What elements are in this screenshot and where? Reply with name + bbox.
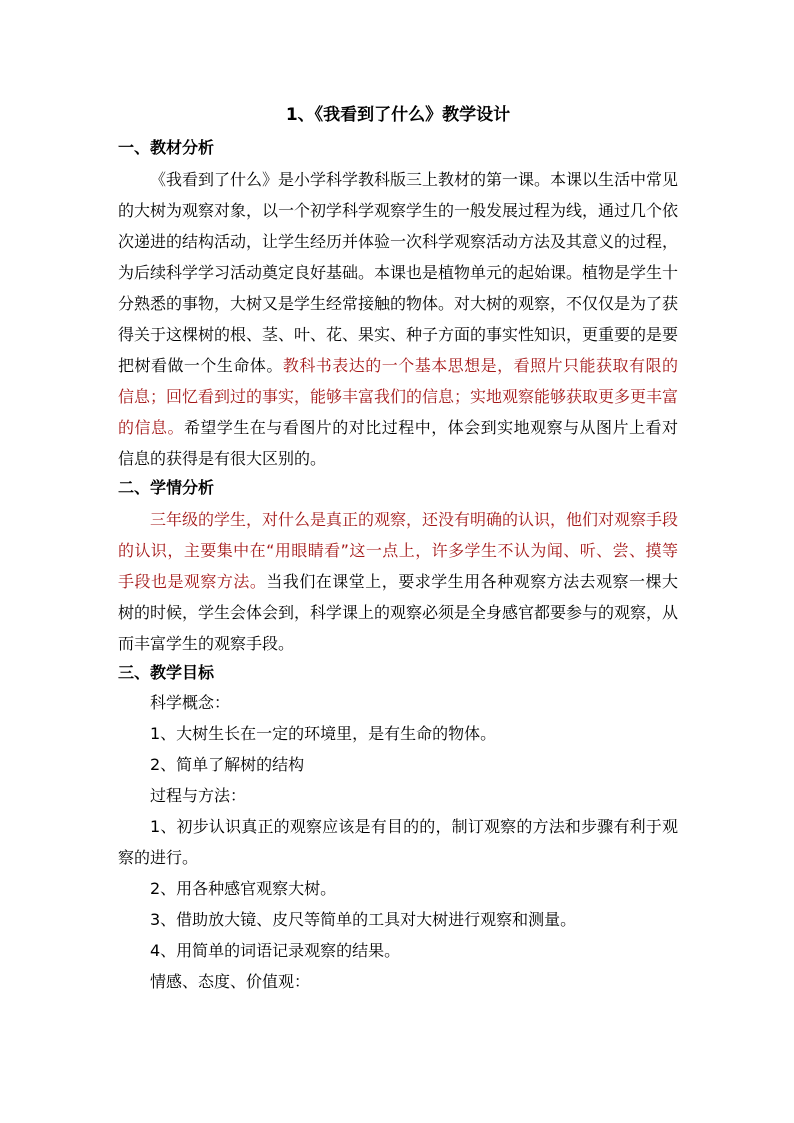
- section-heading-student-analysis: 二、学情分析: [118, 478, 215, 497]
- paragraph-text: 当我们在课堂上，要求学生用各种观察方法去观察一棵大树的时候，学生会体会到，科学课上的观察必须是全身感官都要参与的观察，从而丰富学生的观察手段。: [118, 572, 679, 653]
- highlighted-text: 教科书表达的一个基本思想是，看照片只能获取有限的信息；回忆看到过的事实，能够丰富我们的信息；实地观察能够获取更多更丰富的信息。: [118, 356, 679, 437]
- list-item: 1、初步认识真正的观察应该是有目的的，制订观察的方法和步骤有利于观察的进行。: [118, 817, 678, 867]
- list-item: 2、简单了解树的结构: [150, 755, 305, 774]
- list-item: 2、用各种感官观察大树。: [150, 879, 337, 898]
- section-heading-teaching-goals: 三、教学目标: [118, 663, 215, 682]
- highlighted-text: 三年级的学生，对什么是真正的观察，还没有明确的认识，他们对观察手段的认识，主要集中在“用眼睛看”这一点上，许多学生不认为闻、听、尝、摸等手段也是观察方法。: [118, 510, 679, 591]
- attitude-values-label: 情感、态度、价值观：: [150, 972, 311, 991]
- list-item: 1、大树生长在一定的环境里，是有生命的物体。: [150, 724, 497, 743]
- paragraph-text: 希望学生在与看图片的对比过程中，体会到实地观察与从图片上看对信息的获得是有很大区别的。: [118, 418, 678, 468]
- list-item: 3、借助放大镜、皮尺等简单的工具对大树进行观察和测量。: [150, 910, 577, 929]
- paragraph-textbook-analysis: [118, 164, 678, 474]
- process-methods-label: 过程与方法：: [150, 786, 247, 805]
- list-item: 4、用简单的词语记录观察的结果。: [150, 941, 401, 960]
- paragraph-text: 《我看到了什么》是小学科学教科版三上教材的第一课。本课以生活中常见的大树为观察对象，以一个初学科学观察学生的一般发展过程为线，通过几个依次递进的结构活动，让学生经历并体验一次科学观察活动方法及其意义的过程，为后续科学学习活动奠定良好基础。本课也是植物单元的起始课。植物是学生十分熟悉的事物，大树又是学生经常接触的物体。对大树的观察，不仅仅是为了获得关于这棵树的根、茎、叶、花、果实、种子方面的事实性知识，更重要的是要把树看做一个生命体。: [118, 170, 679, 375]
- document-title: 1、《我看到了什么》教学设计: [285, 105, 511, 125]
- section-heading-textbook-analysis: 一、教材分析: [118, 138, 215, 157]
- science-concepts-label: 科学概念：: [150, 693, 231, 712]
- paragraph-student-analysis: [118, 504, 678, 659]
- document-body: [118, 100, 678, 997]
